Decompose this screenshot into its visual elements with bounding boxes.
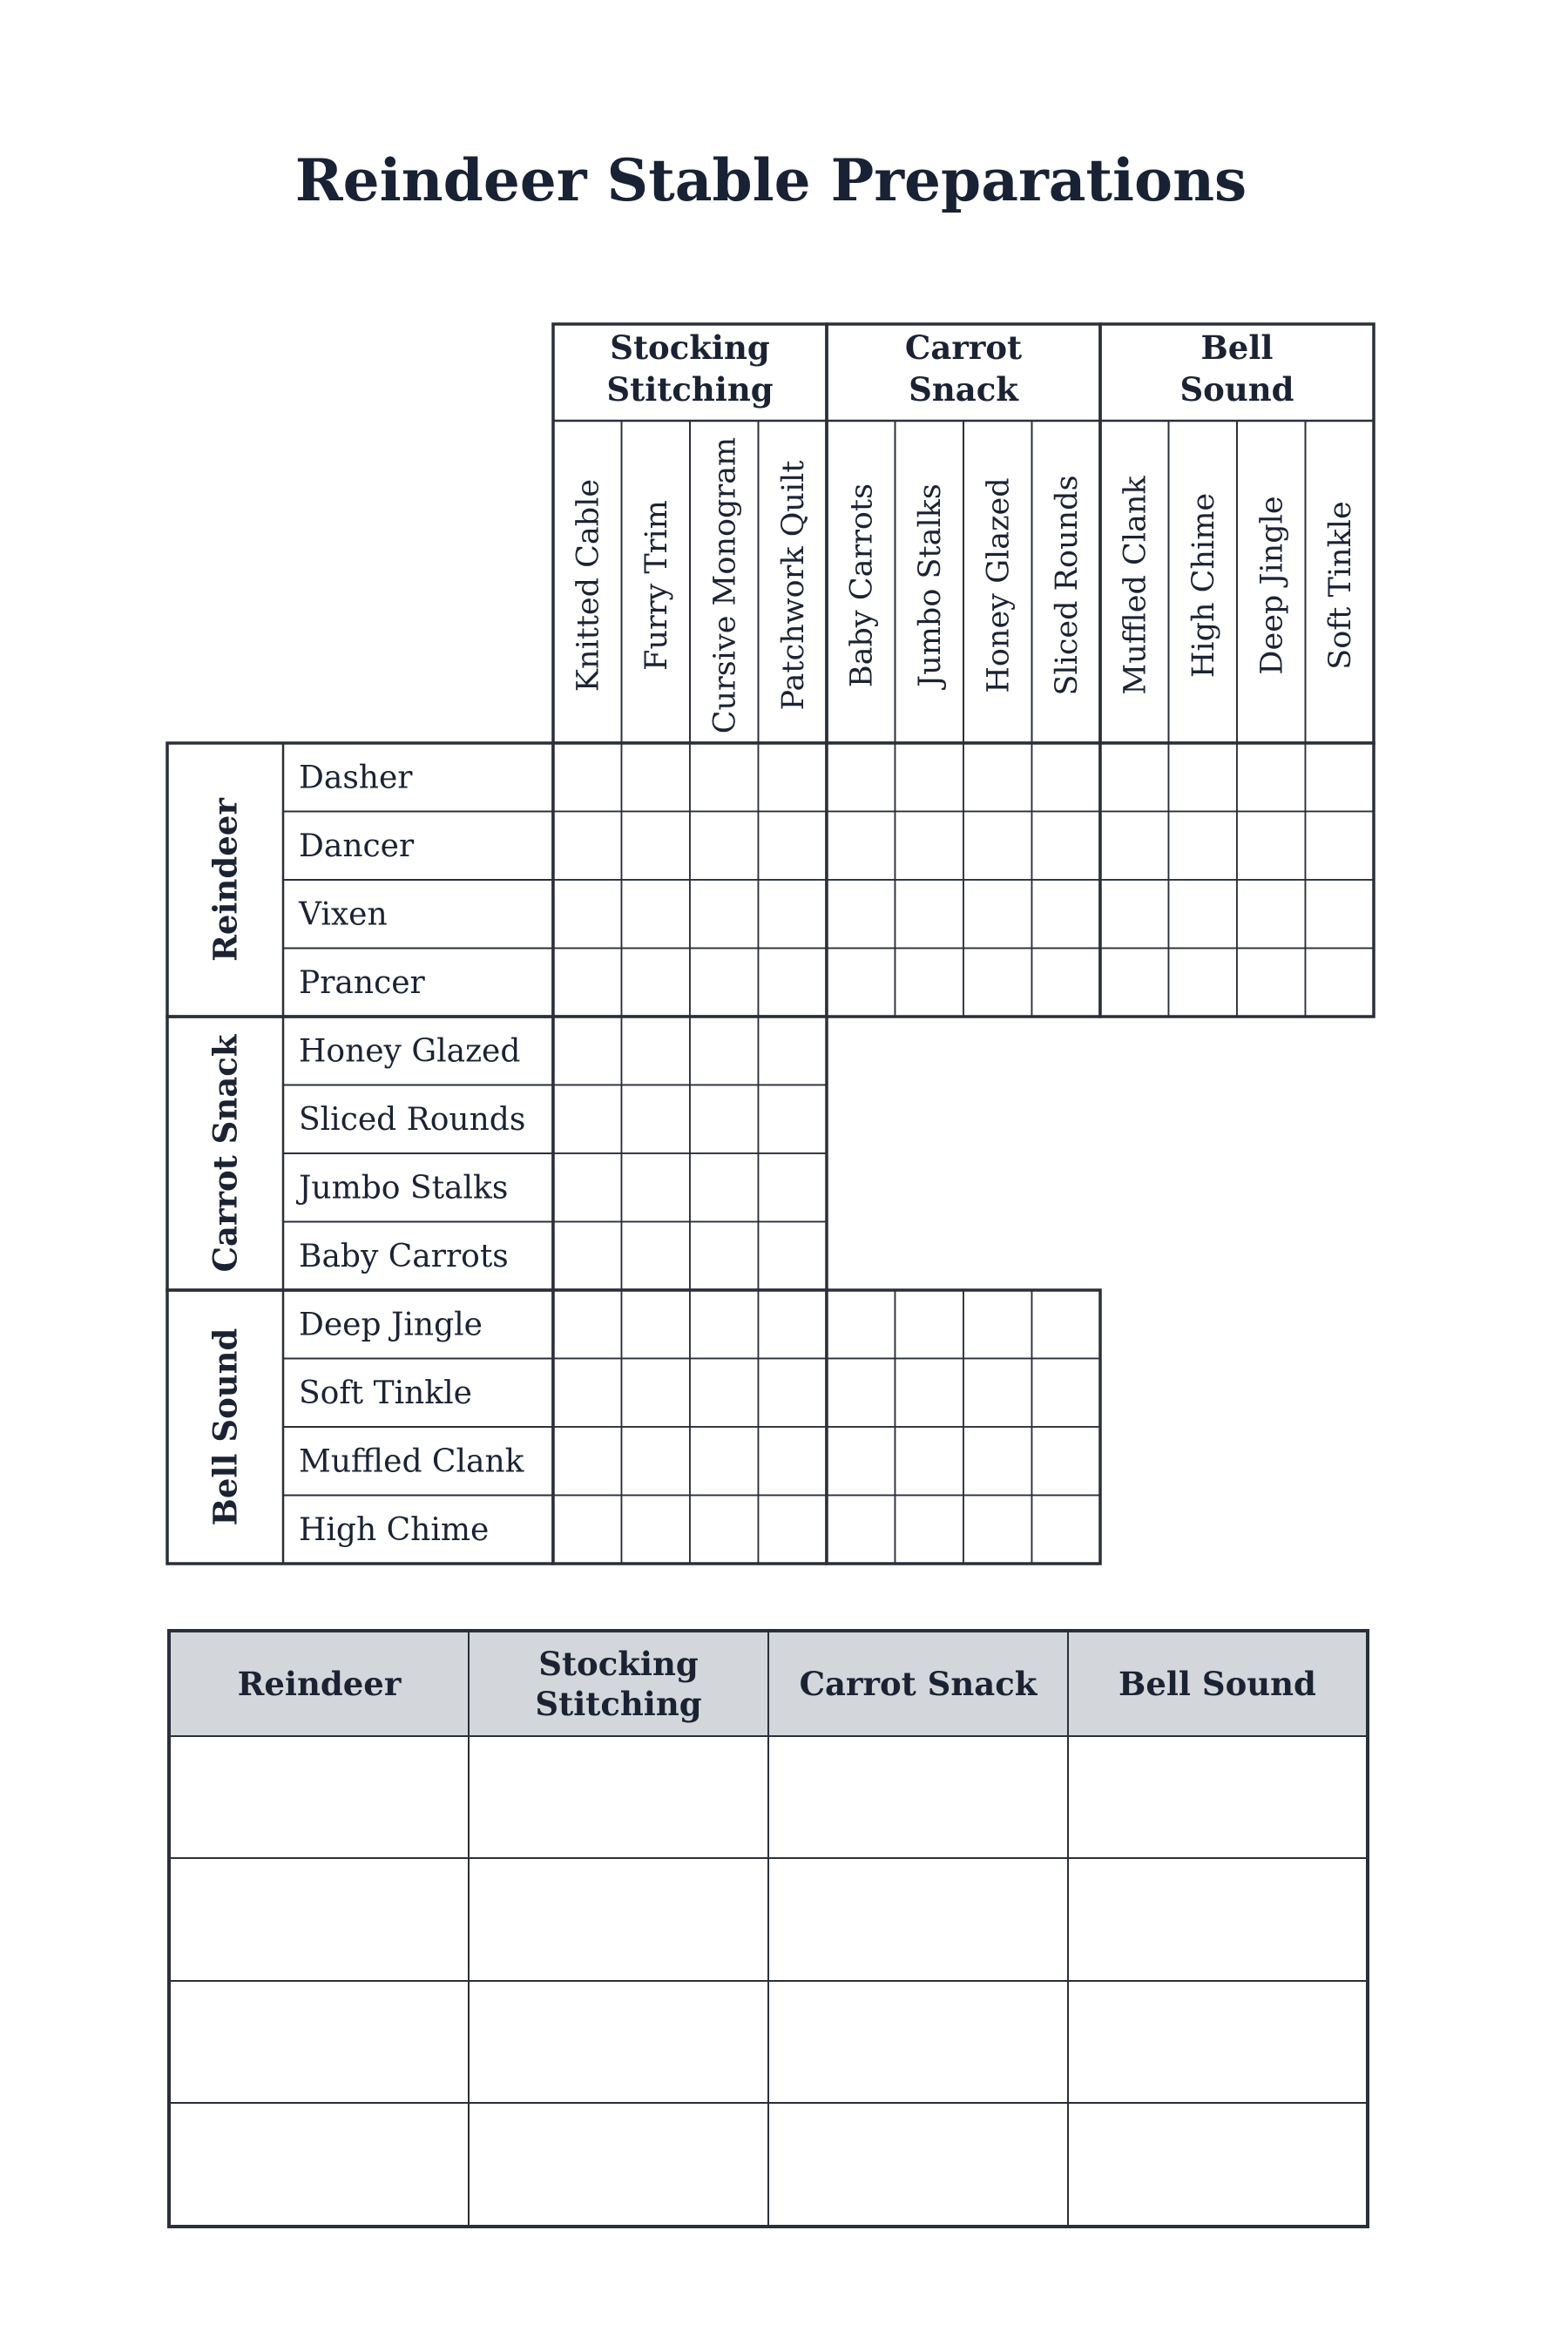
grid-cell[interactable] <box>759 1017 828 1085</box>
column-item-label: Deep Jingle <box>1254 496 1290 675</box>
grid-cell[interactable] <box>759 949 828 1017</box>
row-item-label: High Chime <box>299 1511 490 1548</box>
grid-cell[interactable] <box>1237 812 1306 881</box>
answer-cell[interactable] <box>169 2103 469 2227</box>
answer-cell[interactable] <box>768 1981 1068 2103</box>
answer-header-bell-sound: Bell Sound <box>1068 1631 1368 1736</box>
grid-cell[interactable] <box>1032 880 1101 949</box>
grid-cell[interactable] <box>963 1427 1032 1496</box>
grid-cell[interactable] <box>759 1359 828 1428</box>
grid-cell[interactable] <box>622 743 691 812</box>
grid-cell[interactable] <box>622 1153 691 1222</box>
column-item-label: Knitted Cable <box>571 478 606 693</box>
grid-cell[interactable] <box>827 743 896 812</box>
grid-cell[interactable] <box>827 949 896 1017</box>
grid-cell[interactable] <box>1237 949 1306 1017</box>
grid-cell[interactable] <box>1032 812 1101 881</box>
grid-cell[interactable] <box>827 880 896 949</box>
grid-cell[interactable] <box>553 949 622 1017</box>
grid-cell[interactable] <box>1169 949 1238 1017</box>
grid-cell[interactable] <box>1032 949 1101 1017</box>
answer-header-carrot-snack: Carrot Snack <box>768 1631 1068 1736</box>
grid-cell[interactable] <box>690 743 759 812</box>
grid-cell[interactable] <box>896 1359 964 1428</box>
grid-cell[interactable] <box>1169 743 1238 812</box>
grid-cell[interactable] <box>1237 743 1306 812</box>
grid-cell[interactable] <box>1032 1427 1101 1496</box>
grid-cell[interactable] <box>553 880 622 949</box>
answer-header-stocking-stitching: Stocking Stitching <box>469 1631 768 1736</box>
grid-cell[interactable] <box>690 880 759 949</box>
grid-cell[interactable] <box>1169 812 1238 881</box>
column-item-label: Soft Tinkle <box>1322 501 1358 670</box>
answer-header-reindeer: Reindeer <box>169 1631 469 1736</box>
grid-cell[interactable] <box>553 1085 622 1154</box>
grid-cell[interactable] <box>827 1359 896 1428</box>
grid-cell[interactable] <box>759 743 828 812</box>
grid-cell[interactable] <box>690 1359 759 1428</box>
grid-cell[interactable] <box>622 1496 691 1565</box>
row-item-label: Sliced Rounds <box>299 1101 526 1138</box>
column-item-label: Jumbo Stalks <box>912 483 948 687</box>
grid-cell[interactable] <box>896 743 964 812</box>
grid-cell[interactable] <box>553 1427 622 1496</box>
grid-cell[interactable] <box>963 1359 1032 1428</box>
row-item-label: Jumbo Stalks <box>299 1170 509 1206</box>
column-item-label: Cursive Monogram <box>707 436 743 734</box>
grid-cell[interactable] <box>622 1427 691 1496</box>
grid-cell[interactable] <box>1306 812 1375 881</box>
grid-cell[interactable] <box>759 1427 828 1496</box>
column-group-label: Carrot <box>904 328 1023 367</box>
grid-cell[interactable] <box>963 812 1032 881</box>
grid-cell[interactable] <box>963 880 1032 949</box>
grid-cell[interactable] <box>827 1496 896 1565</box>
column-item-label: Muffled Clank <box>1118 476 1153 695</box>
grid-cell[interactable] <box>553 1290 622 1359</box>
grid-cell[interactable] <box>827 1290 896 1359</box>
grid-cell[interactable] <box>553 1017 622 1085</box>
grid-cell[interactable] <box>759 1153 828 1222</box>
column-item-label: Baby Carrots <box>844 483 880 688</box>
grid-cell[interactable] <box>759 1496 828 1565</box>
grid-cell[interactable] <box>553 1359 622 1428</box>
grid-cell[interactable] <box>896 1496 964 1565</box>
row-item-label: Vixen <box>299 896 388 933</box>
grid-cell[interactable] <box>1032 1496 1101 1565</box>
grid-cell[interactable] <box>1100 743 1169 812</box>
grid-cell[interactable] <box>690 949 759 1017</box>
grid-cell[interactable] <box>690 812 759 881</box>
row-group-label: Reindeer <box>206 798 245 962</box>
row-item-label: Prancer <box>299 964 425 1001</box>
grid-cell[interactable] <box>690 1427 759 1496</box>
column-item-label: Patchwork Quilt <box>775 460 811 711</box>
grid-cell[interactable] <box>827 1427 896 1496</box>
answer-cell[interactable] <box>1068 2103 1368 2227</box>
grid-cell[interactable] <box>1306 880 1375 949</box>
column-item-label: Sliced Rounds <box>1049 475 1085 696</box>
grid-cell[interactable] <box>622 1359 691 1428</box>
answer-cell[interactable] <box>169 1981 469 2103</box>
grid-cell[interactable] <box>622 1017 691 1085</box>
grid-cell[interactable] <box>690 1085 759 1154</box>
answer-cell[interactable] <box>469 2103 768 2227</box>
row-item-label: Soft Tinkle <box>299 1375 472 1411</box>
column-group-label: Stocking <box>610 328 770 367</box>
column-item-label: High Chime <box>1186 492 1221 679</box>
answer-row <box>169 1736 1368 1858</box>
grid-cell[interactable] <box>1032 743 1101 812</box>
grid-cell[interactable] <box>896 880 964 949</box>
grid-cell[interactable] <box>622 880 691 949</box>
grid-cell[interactable] <box>1169 880 1238 949</box>
row-item-label: Deep Jingle <box>299 1307 483 1343</box>
grid-cell[interactable] <box>759 1085 828 1154</box>
grid-cell[interactable] <box>896 1290 964 1359</box>
row-item-label: Baby Carrots <box>299 1238 509 1274</box>
answer-cell[interactable] <box>1068 1981 1368 2103</box>
grid-cell[interactable] <box>553 743 622 812</box>
answer-cell[interactable] <box>469 1858 768 1980</box>
grid-cell[interactable] <box>690 1222 759 1291</box>
grid-cell[interactable] <box>963 1496 1032 1565</box>
grid-cell[interactable] <box>622 1085 691 1154</box>
answer-cell[interactable] <box>1068 1736 1368 1858</box>
grid-cell[interactable] <box>553 812 622 881</box>
column-group-label: Sound <box>1179 370 1294 409</box>
grid-cell[interactable] <box>963 1290 1032 1359</box>
grid-cell[interactable] <box>896 812 964 881</box>
grid-cell[interactable] <box>622 1222 691 1291</box>
puzzle-title: Reindeer Stable Preparations <box>294 146 1247 214</box>
grid-cell[interactable] <box>690 1153 759 1222</box>
row-item-label: Muffled Clank <box>299 1443 524 1480</box>
answer-cell[interactable] <box>169 1858 469 1980</box>
answer-cell[interactable] <box>768 2103 1068 2227</box>
grid-cell[interactable] <box>690 1290 759 1359</box>
answer-cell[interactable] <box>1068 1858 1368 1980</box>
answer-table <box>167 1629 1369 2228</box>
column-group-label: Snack <box>909 370 1018 409</box>
grid-cell[interactable] <box>1032 1359 1101 1428</box>
grid-cell[interactable] <box>1306 743 1375 812</box>
row-group-label: Carrot Snack <box>206 1034 245 1273</box>
answer-row <box>169 1858 1368 1980</box>
answer-header-row <box>169 1631 1368 1736</box>
grid-cell[interactable] <box>963 949 1032 1017</box>
grid-cell[interactable] <box>759 880 828 949</box>
grid-cell[interactable] <box>553 1496 622 1565</box>
grid-cell[interactable] <box>622 1290 691 1359</box>
column-item-label: Furry Trim <box>639 500 674 671</box>
grid-cell[interactable] <box>622 812 691 881</box>
grid-cell[interactable] <box>553 1222 622 1291</box>
row-item-label: Honey Glazed <box>299 1033 521 1070</box>
answer-row <box>169 1981 1368 2103</box>
grid-cell[interactable] <box>759 812 828 881</box>
grid-cell[interactable] <box>1237 880 1306 949</box>
answer-cell[interactable] <box>768 1736 1068 1858</box>
answer-cell[interactable] <box>469 1981 768 2103</box>
grid-cell[interactable] <box>827 812 896 881</box>
grid-cell[interactable] <box>622 949 691 1017</box>
grid-cell[interactable] <box>896 949 964 1017</box>
column-group-label: Stitching <box>606 370 774 409</box>
column-group-label: Bell <box>1200 328 1274 367</box>
answer-cell[interactable] <box>469 1736 768 1858</box>
answer-cell[interactable] <box>169 1736 469 1858</box>
grid-cell[interactable] <box>759 1222 828 1291</box>
grid-cell[interactable] <box>1100 812 1169 881</box>
grid-cell[interactable] <box>896 1427 964 1496</box>
grid-cell[interactable] <box>1100 880 1169 949</box>
answer-cell[interactable] <box>768 1858 1068 1980</box>
grid-cell[interactable] <box>759 1290 828 1359</box>
grid-cell[interactable] <box>690 1017 759 1085</box>
grid-cell[interactable] <box>1306 949 1375 1017</box>
grid-cell[interactable] <box>1032 1290 1101 1359</box>
answer-row <box>169 2103 1368 2227</box>
grid-cell[interactable] <box>1100 949 1169 1017</box>
grid-cell[interactable] <box>553 1153 622 1222</box>
grid-cell[interactable] <box>963 743 1032 812</box>
row-item-label: Dancer <box>299 828 415 864</box>
grid-cell[interactable] <box>690 1496 759 1565</box>
row-item-label: Dasher <box>299 760 413 796</box>
row-group-label: Bell Sound <box>206 1328 245 1526</box>
column-item-label: Honey Glazed <box>981 477 1017 693</box>
